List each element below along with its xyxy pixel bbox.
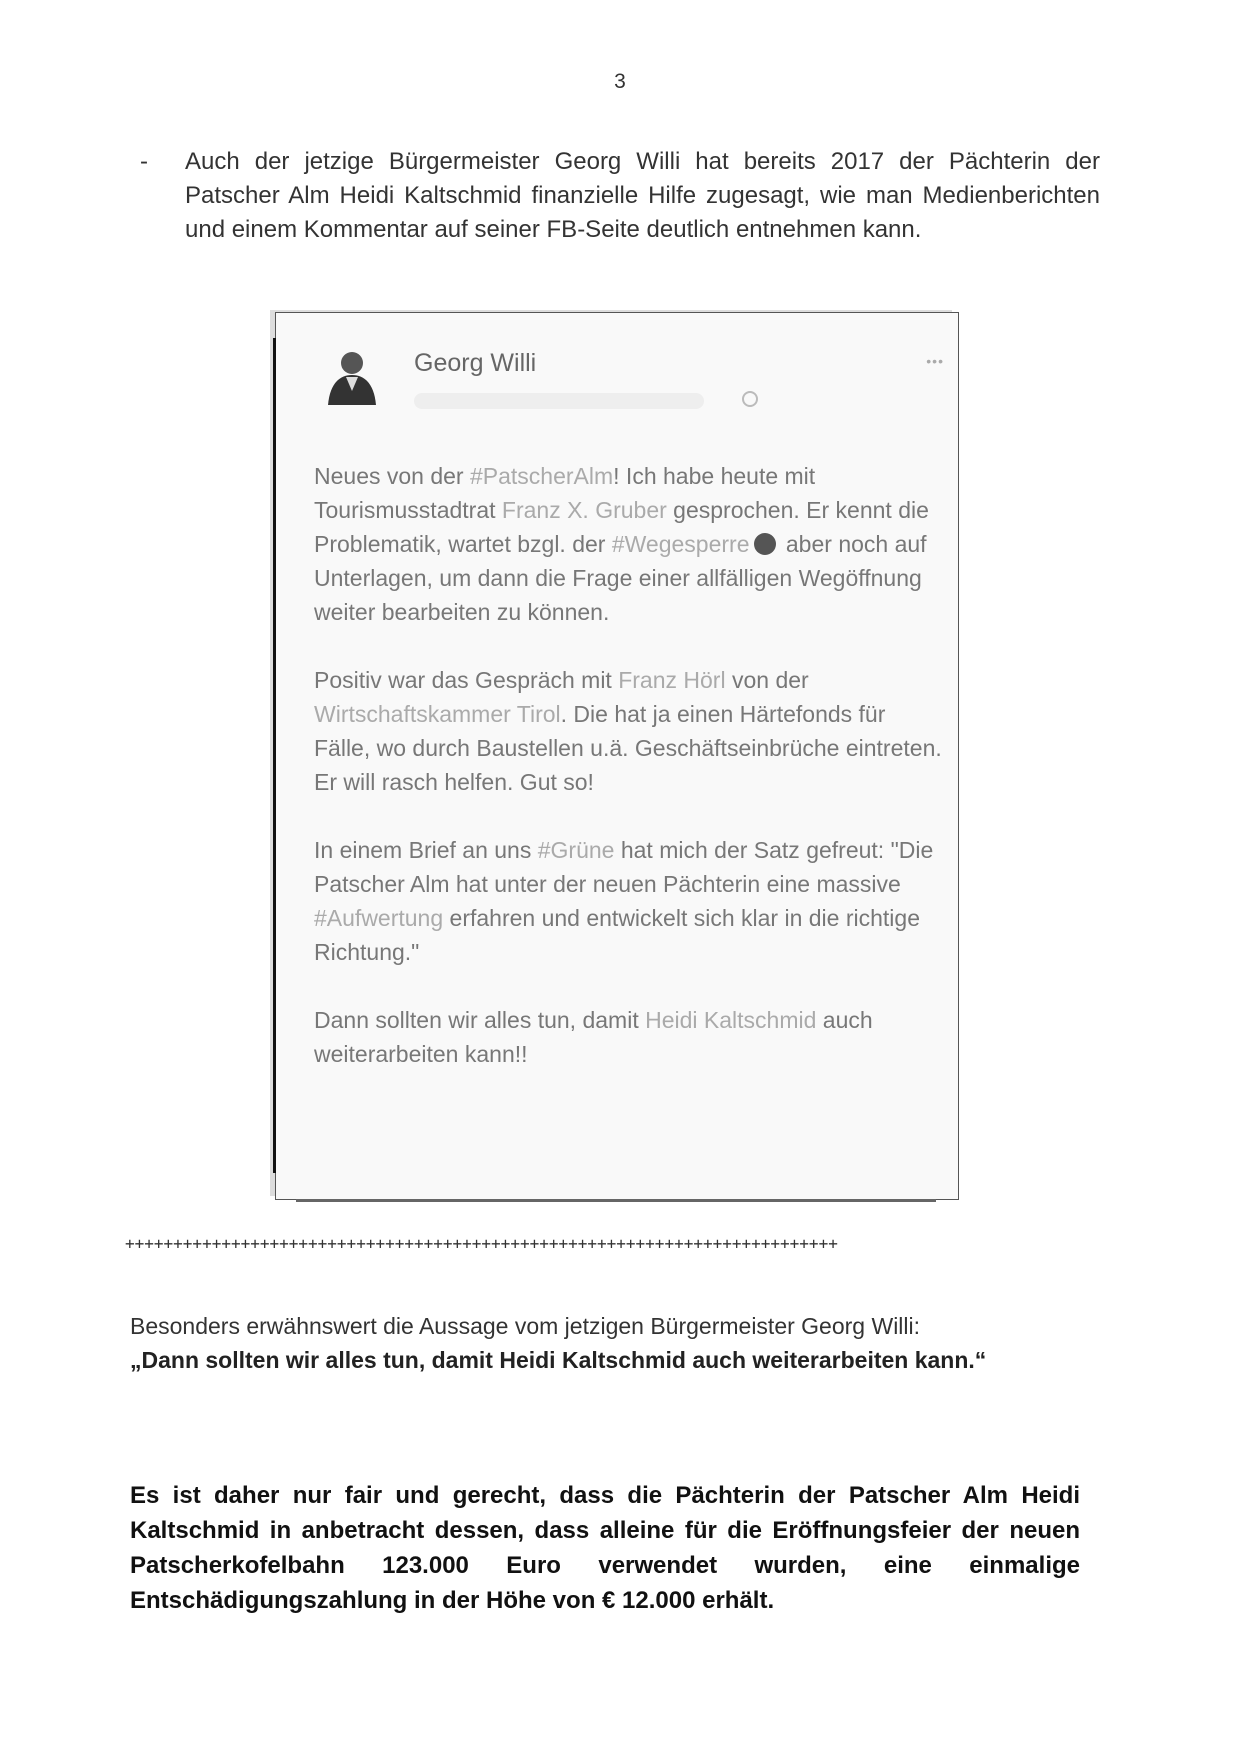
facebook-post-screenshot [275,312,959,1200]
post-meta-blurred [414,393,704,409]
plus-separator: ++++++++++++++++++++++++++++++++++++++++++++++++++++++++++++++++++++++++++ [125,1234,838,1253]
bullet-text: Auch der jetzige Bürgermeister Georg Willi hat bereits 2017 der Pächterin der Patscher Alm Heidi Kaltschmid finanzielle Hilfe zugesagt, wie man Medienberichten und einem Kommentar auf seiner FB-Seite deutlich entnehmen kann. [185,148,1100,243]
hashtag-link[interactable]: #Wegesperre [611,531,750,557]
post-body [314,459,944,1105]
post-paragraph-2: Positiv war das Gespräch mit Franz Hörl von der Wirtschaftskammer Tirol. Die hat ja einen Härtefonds für Fälle, wo durch Baustellen u.ä. Geschäftseinbrüche eintreten. Er will rasch helfen. Gut so! [314,667,942,795]
quote-intro: Besonders erwähnswert die Aussage vom jetzigen Bürgermeister Georg Willi: [130,1313,921,1339]
emoji-icon [754,533,776,555]
hashtag-link[interactable]: #Grüne [537,837,615,863]
person-link[interactable]: Franz Hörl [618,667,726,693]
bullet-paragraph [140,145,1100,247]
page-link[interactable]: Wirtschaftskammer Tirol [314,701,561,727]
post-paragraph-1: Neues von der #PatscherAlm! Ich habe heute mit Tourismusstadtrat Franz X. Gruber gesprochen. Er kennt die Problematik, wartet bzgl. der #Wegesperre aber noch auf Unterlagen, um dann die Frage einer allfälligen Wegöffnung weiter bearbeiten zu können. [314,463,929,625]
more-options-icon[interactable]: ••• [926,353,944,369]
post-paragraph-4: Dann sollten wir alles tun, damit Heidi Kaltschmid auch weiterarbeiten kann!! [314,1007,873,1067]
conclusion-paragraph: Es ist daher nur fair und gerecht, dass die Pächterin der Patscher Alm Heidi Kaltschmid in anbetracht dessen, dass alleine für die Eröffnungsfeier der neuen Patscherkofelbahn 123.000 Euro verwendet wurden, eine einmalige Entschädigungszahlung in der Höhe von € 12.000 erhält. [130,1482,1080,1614]
post-author: Georg Willi [414,349,537,377]
person-link[interactable]: Franz X. Gruber [501,497,667,523]
page-number: 3 [614,70,626,93]
hashtag-link[interactable]: #Aufwertung [314,905,444,931]
post-paragraph-3: In einem Brief an uns #Grüne hat mich der Satz gefreut: "Die Patscher Alm hat unter der neuen Pächterin eine massive #Aufwertung erfahren und entwickelt sich klar in die richtige Richtung." [314,837,934,965]
bullet-dash: - [140,148,148,175]
quote-statement: „Dann sollten wir alles tun, damit Heidi Kaltschmid auch weiterarbeiten kann.“ [130,1347,987,1373]
person-link[interactable]: Heidi Kaltschmid [645,1007,817,1033]
hashtag-link[interactable]: #PatscherAlm [469,463,614,489]
globe-icon [741,390,759,408]
profile-avatar-icon [316,341,382,407]
